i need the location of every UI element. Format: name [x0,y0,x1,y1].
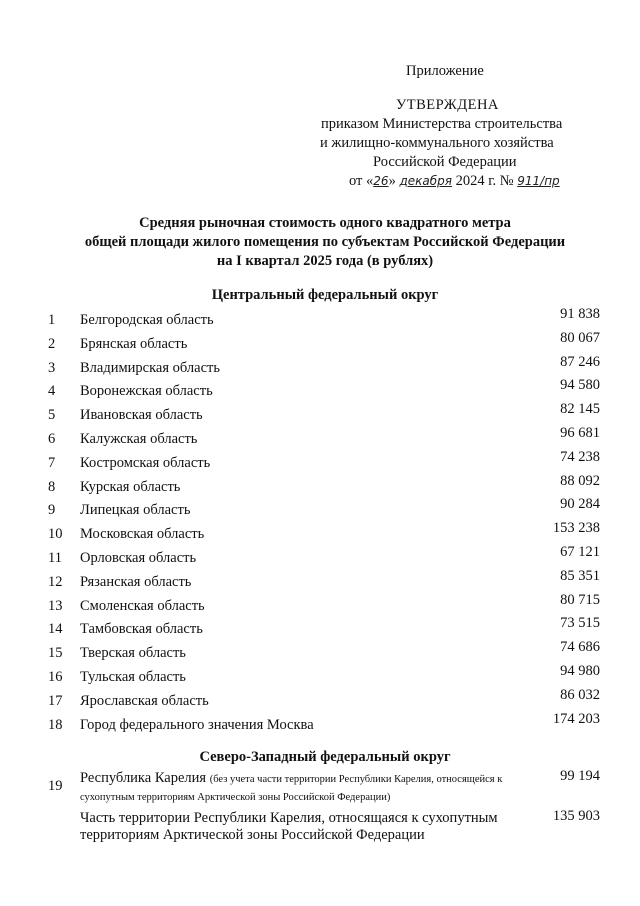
appendix-label: Приложение [406,63,484,79]
row-number: 12 [48,573,63,590]
region-name: Смоленская область [80,597,205,614]
region-value: 87 246 [560,353,600,370]
region-row [0,472,640,503]
region-name: Часть территории Республики Карелия, относящаяся к сухопутным территориям Арктической зоны Российской Федерации [80,810,498,843]
row-number: 9 [48,502,56,519]
region-name: Орловская область [80,550,197,566]
title-line-3: на I квартал 2025 года (в рублях) [216,253,434,269]
region-value: 67 121 [560,544,600,560]
row-number: 19 [48,778,63,794]
row-number: 11 [48,550,62,566]
region-row [0,615,640,645]
region-row [0,448,640,479]
region-row [0,496,640,526]
document-title [60,214,590,271]
region-row [0,639,640,669]
region-name: Тамбовская область [80,621,203,638]
region-row [0,710,640,741]
row-number: 4 [48,383,56,400]
region-name-main: Республика Карелия [80,770,207,786]
row-number: 14 [48,621,63,638]
region-row [0,810,640,850]
date-year: 2024 г. № [455,173,514,189]
region-row [0,663,640,693]
region-row [0,591,640,622]
region-row [0,353,640,384]
region-value: 90 284 [560,496,600,513]
region-row [0,306,640,336]
handwritten-day: 26 [373,174,389,188]
region-name: Тверская область [80,645,186,662]
region-name: Курская область [80,478,181,495]
row-number: 18 [48,716,63,733]
region-value: 91 838 [560,306,600,322]
region-name: Ярославская область [80,692,209,709]
row-number: 17 [48,692,63,709]
row-number: 16 [48,669,63,685]
row-number: 1 [48,312,56,328]
date-mid: » [388,173,396,189]
region-name: Брянская область [80,335,188,352]
region-name: Белгородская область [80,312,214,328]
title-line-1: Средняя рыночная стоимость одного квадратного метра [139,215,511,231]
row-number: 5 [48,407,56,424]
row-number: 6 [48,431,56,447]
region-value: 174 203 [552,710,600,727]
region-name: Московская область [80,526,205,543]
region-value: 135 903 [552,808,600,824]
order-date-line [349,172,560,191]
region-name: Рязанская область [80,573,192,590]
region-name: Ивановская область [80,407,203,424]
region-name: Липецкая область [80,502,191,519]
region-value: 94 980 [560,663,600,679]
region-name: Воронежская область [80,383,213,400]
approval-line-2: и жилищно-коммунального хозяйства [320,135,554,151]
region-name: Владимирская область [80,359,220,376]
row-number: 3 [48,359,56,376]
district-heading-northwest: Северо-Западный федеральный округ [199,749,451,765]
region-value: 74 686 [560,639,600,656]
row-number: 8 [48,478,56,495]
handwritten-month: декабря [399,174,452,188]
title-line-2: общей площади жилого помещения по субъектам Российской Федерации [84,234,566,250]
region-row [0,567,640,598]
region-row [0,425,640,455]
row-number: 10 [48,526,63,543]
row-number: 15 [48,645,63,662]
region-name [80,770,545,806]
approval-line-1: приказом Министерства строительства [321,116,563,132]
region-value: 85 351 [560,567,600,584]
handwritten-order-number: 911/пр [517,174,560,188]
district-heading-central: Центральный федеральный округ [211,287,439,303]
region-row [0,770,640,806]
region-row [0,329,640,360]
region-name: Костромская область [80,454,211,471]
region-name: Калужская область [80,431,198,447]
region-name: Тульская область [80,669,186,685]
region-row [0,544,640,574]
region-name: Город федерального значения Москва [80,716,314,733]
region-value: 74 238 [560,448,600,465]
region-value: 88 092 [560,472,600,489]
approval-line-3: Российской Федерации [373,154,517,170]
row-number: 13 [48,597,63,614]
region-value: 82 145 [560,401,600,418]
region-value: 80 067 [560,329,600,346]
region-row [0,401,640,431]
region-value: 80 715 [560,591,600,608]
row-number: 7 [48,454,56,471]
date-prefix: от « [349,173,374,189]
region-value: 99 194 [560,768,600,784]
region-row [0,377,640,407]
region-row [0,520,640,550]
row-number: 2 [48,335,56,352]
region-value: 94 580 [560,377,600,394]
region-value: 73 515 [560,615,600,632]
approved-label: УТВЕРЖДЕНА [396,97,499,113]
region-value: 96 681 [560,425,600,441]
region-row [0,686,640,717]
region-value: 153 238 [552,520,600,537]
region-name-note: (без учета части территории Республики Карелия, относящейся к сухопутным территориям Арктической зоны Российской Федерации) [80,774,503,803]
region-value: 86 032 [560,686,600,703]
